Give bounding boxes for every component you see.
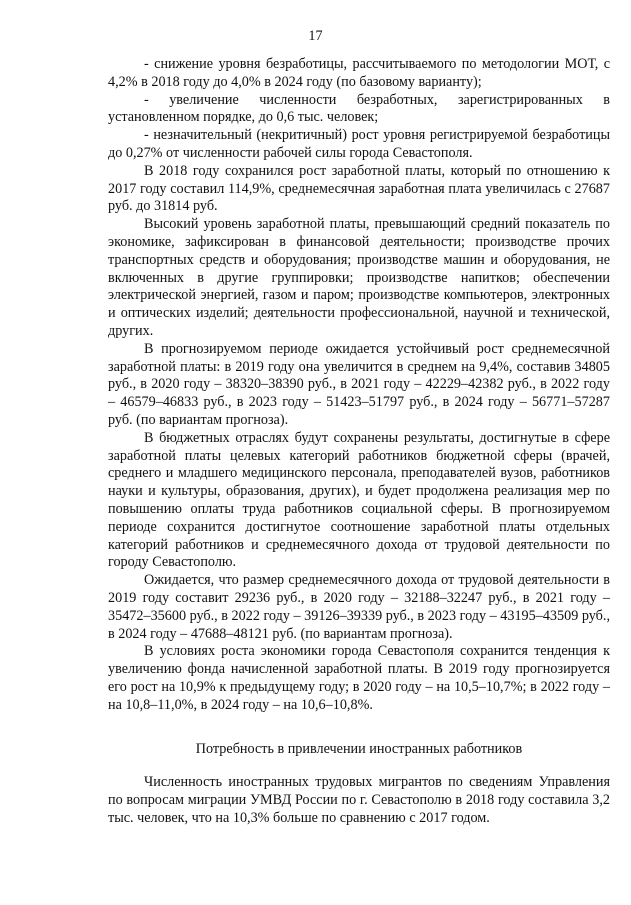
page-number: 17 [308,28,323,44]
paragraph: Высокий уровень заработной платы, превышающий средний показатель по экономике, зафиксирован в финансовой деятельности; производстве прочих транспортных средств и оборудования; производстве машин и оборудования, не включенных в другие группировки; производстве напитков; обеспечении электрической энергией, газом и паром; производстве компьютеров, электронных и оптических изделий; деятельности профессиональной, научной и технической, других. [108,216,610,339]
paragraph: - снижение уровня безработицы, рассчитываемого по методологии МОТ, с 4,2% в 2018 году до 4,0% в 2024 году (по базовому варианту); [108,56,610,90]
paragraph: В условиях роста экономики города Севастополя сохранится тенденция к увеличению фонда начисленной заработной платы. В 2019 году прогнозируется его рост на 10,9% к предыдущему году; в 2020 году – на 10,5–10,7%; в 2022 году – на 10,8–11,0%, в 2024 году – на 10,6–10,8%. [108,643,610,713]
paragraph: - незначительный (некритичный) рост уровня регистрируемой безработицы до 0,27% от численности рабочей силы города Севастополя. [108,127,610,161]
body-text [108,56,610,714]
paragraph: В 2018 году сохранился рост заработной платы, который по отношению к 2017 году составил 114,9%, среднемесячная заработная плата увеличилась с 27687 руб. до 31814 руб. [108,162,610,215]
paragraph: Ожидается, что размер среднемесячного дохода от трудовой деятельности в 2019 году составит 29236 руб., в 2020 году – 32188–32247 руб., в 2021 году – 35472–35600 руб., в 2022 году – 39126–39339 руб., в 2023 году – 43195–43509 руб., в 2024 году – 47688–48121 руб. (по вариантам прогноза). [108,572,610,642]
paragraph: В бюджетных отраслях будут сохранены результаты, достигнутые в сфере заработной платы целевых категорий работников бюджетной сферы (врачей, среднего и младшего медицинского персонала, преподавателей вузов, работников науки и культуры, образования, других), и будет продолжена реализация мер по повышению оплаты труда работников социальной сферы. В прогнозируемом периоде сохранится достигнутое соотношение заработной платы отдельных категорий работников и среднемесячного дохода от трудовой деятельности по городу Севастополю. [108,429,610,571]
paragraph: Численность иностранных трудовых мигрантов по сведениям Управления по вопросам миграции УМВД России по г. Севастополю в 2018 году составила 3,2 тыс. человек, что на 10,3% больше по сравнению с 2017 годом. [108,774,610,826]
paragraph: В прогнозируемом периоде ожидается устойчивый рост среднемесячной заработной платы: в 2019 году она увеличится в среднем на 9,4%, составив 34805 руб., в 2020 году – 38320–38390 руб., в 2021 году – 42229–42382 руб., в 2022 году – 46579–46833 руб., в 2023 году – 51423–51797 руб., в 2024 году – 56771–57287 руб. (по вариантам прогноза). [108,340,610,428]
paragraph: - увеличение численности безработных, зарегистрированных в установленном порядке, до 0,6 тыс. человек; [108,91,610,126]
section-heading: Потребность в привлечении иностранных работников [195,741,523,757]
